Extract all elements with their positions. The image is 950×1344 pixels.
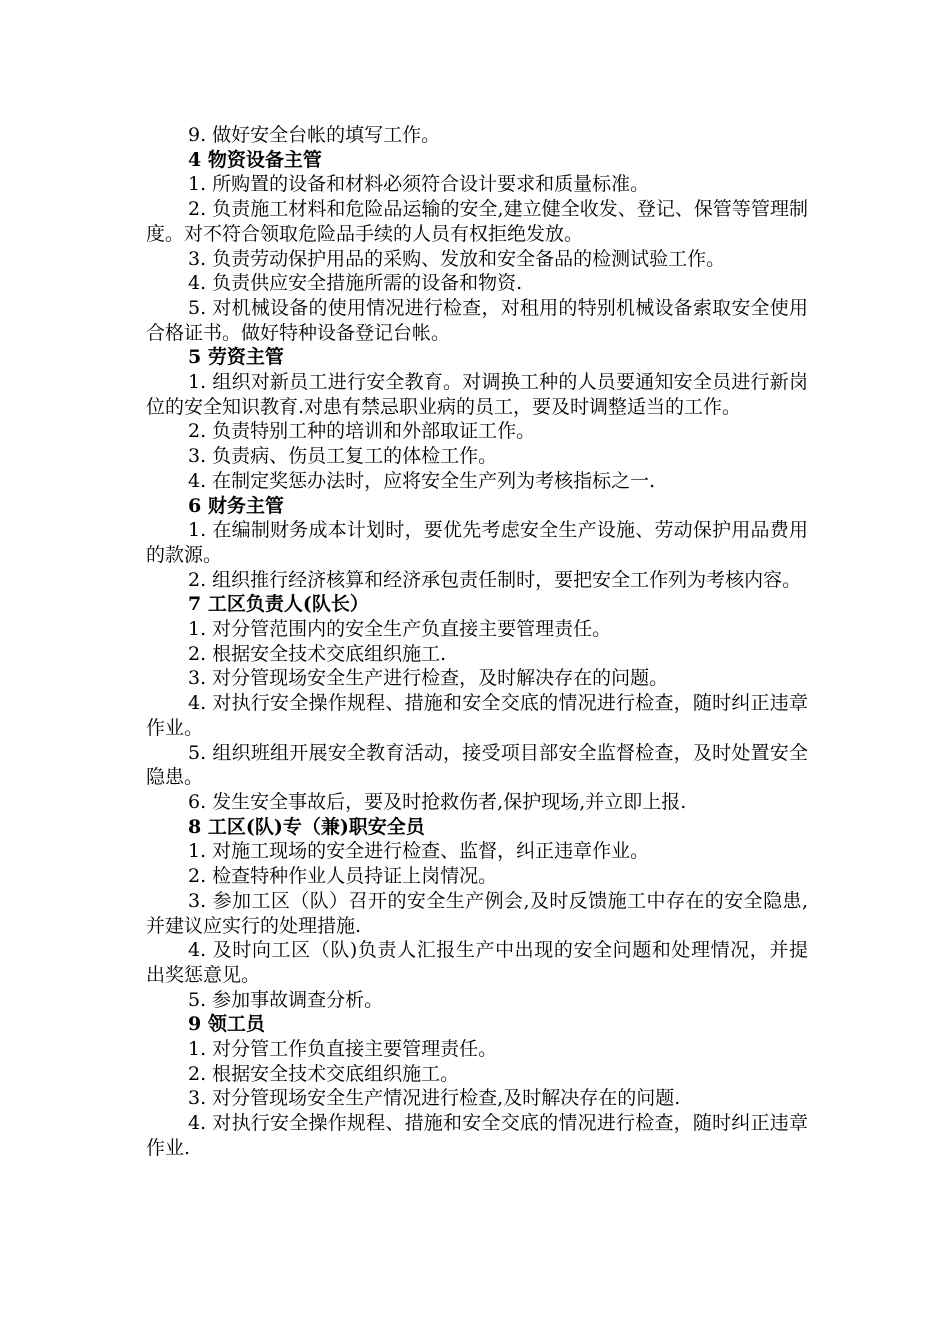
section-heading: 4 物资设备主管 (188, 148, 322, 171)
paragraph: 1. 对分管范围内的安全生产负直接主要管理责任。 (188, 618, 612, 641)
paragraph: 5. 参加事故调查分析。 (188, 988, 384, 1011)
section-heading: 7 工区负责人(队长） (188, 593, 369, 616)
paragraph: 3. 负责病、伤员工复工的体检工作。 (188, 445, 498, 468)
paragraph: 2. 组织推行经济核算和经济承包责任制时，要把安全工作列为考核内容。 (188, 568, 802, 591)
paragraph: 2. 负责特别工种的培训和外部取证工作。 (188, 420, 536, 443)
paragraph: 2. 根据安全技术交底组织施工. (188, 642, 447, 665)
paragraph: 5. 对机械设备的使用情况进行检查，对租用的特别机械设备索取安全使用合格证书。做好特种设备登记台帐。 (146, 296, 808, 344)
paragraph: 2. 检查特种作业人员持证上岗情况。 (188, 865, 498, 888)
paragraph: 3. 对分管现场安全生产情况进行检查,及时解决存在的问题. (188, 1087, 681, 1110)
paragraph: 4. 在制定奖惩办法时，应将安全生产列为考核指标之一. (188, 469, 656, 492)
paragraph: 3. 对分管现场安全生产进行检查，及时解决存在的问题。 (188, 667, 669, 690)
paragraph: 5. 组织班组开展安全教育活动，接受项目部安全监督检查，及时处置安全隐患。 (146, 741, 808, 789)
paragraph: 1. 对分管工作负直接主要管理责任。 (188, 1038, 498, 1061)
paragraph: 2. 负责施工材料和危险品运输的安全,建立健全收发、登记、保管等管理制度。对不符合领取危险品手续的人员有权拒绝发放。 (146, 198, 808, 245)
section-heading: 6 财务主管 (188, 494, 284, 517)
section-heading: 8 工区(队)专（兼)职安全员 (188, 815, 425, 838)
paragraph: 9. 做好安全台帐的填写工作。 (188, 124, 441, 146)
paragraph: 4. 对执行安全操作规程、措施和安全交底的情况进行检查，随时纠正违章作业。 (146, 692, 808, 739)
paragraph: 2. 根据安全技术交底组织施工。 (188, 1062, 460, 1085)
section-heading: 9 领工员 (188, 1013, 265, 1036)
paragraph: 3. 参加工区（队）召开的安全生产例会,及时反馈施工中存在的安全隐患,并建议应实行的处理措施. (146, 889, 808, 937)
paragraph: 4. 及时向工区（队)负责人汇报生产中出现的安全问题和处理情况，并提出奖惩意见。 (146, 939, 808, 986)
paragraph: 4. 负责供应安全措施所需的设备和物资. (188, 272, 523, 295)
paragraph: 3. 负责劳动保护用品的采购、发放和安全备品的检测试验工作。 (188, 247, 726, 270)
paragraph: 1. 在编制财务成本计划时，要优先考虑安全生产设施、劳动保护用品费用的款源。 (146, 519, 808, 566)
paragraph: 1. 所购置的设备和材料必须符合设计要求和质量标准。 (188, 173, 650, 196)
paragraph: 1. 组织对新员工进行安全教育。对调换工种的人员要通知安全员进行新岗位的安全知识教育.对患有禁忌职业病的员工，要及时调整适当的工作。 (146, 371, 808, 418)
paragraph: 1. 对施工现场的安全进行检查、监督，纠正违章作业。 (188, 840, 650, 863)
paragraph: 4. 对执行安全操作规程、措施和安全交底的情况进行检查，随时纠正违章作业. (146, 1112, 808, 1159)
paragraph: 6. 发生安全事故后，要及时抢救伤者,保护现场,并立即上报. (188, 790, 687, 813)
document-page (146, 123, 808, 1161)
section-heading: 5 劳资主管 (188, 346, 284, 369)
